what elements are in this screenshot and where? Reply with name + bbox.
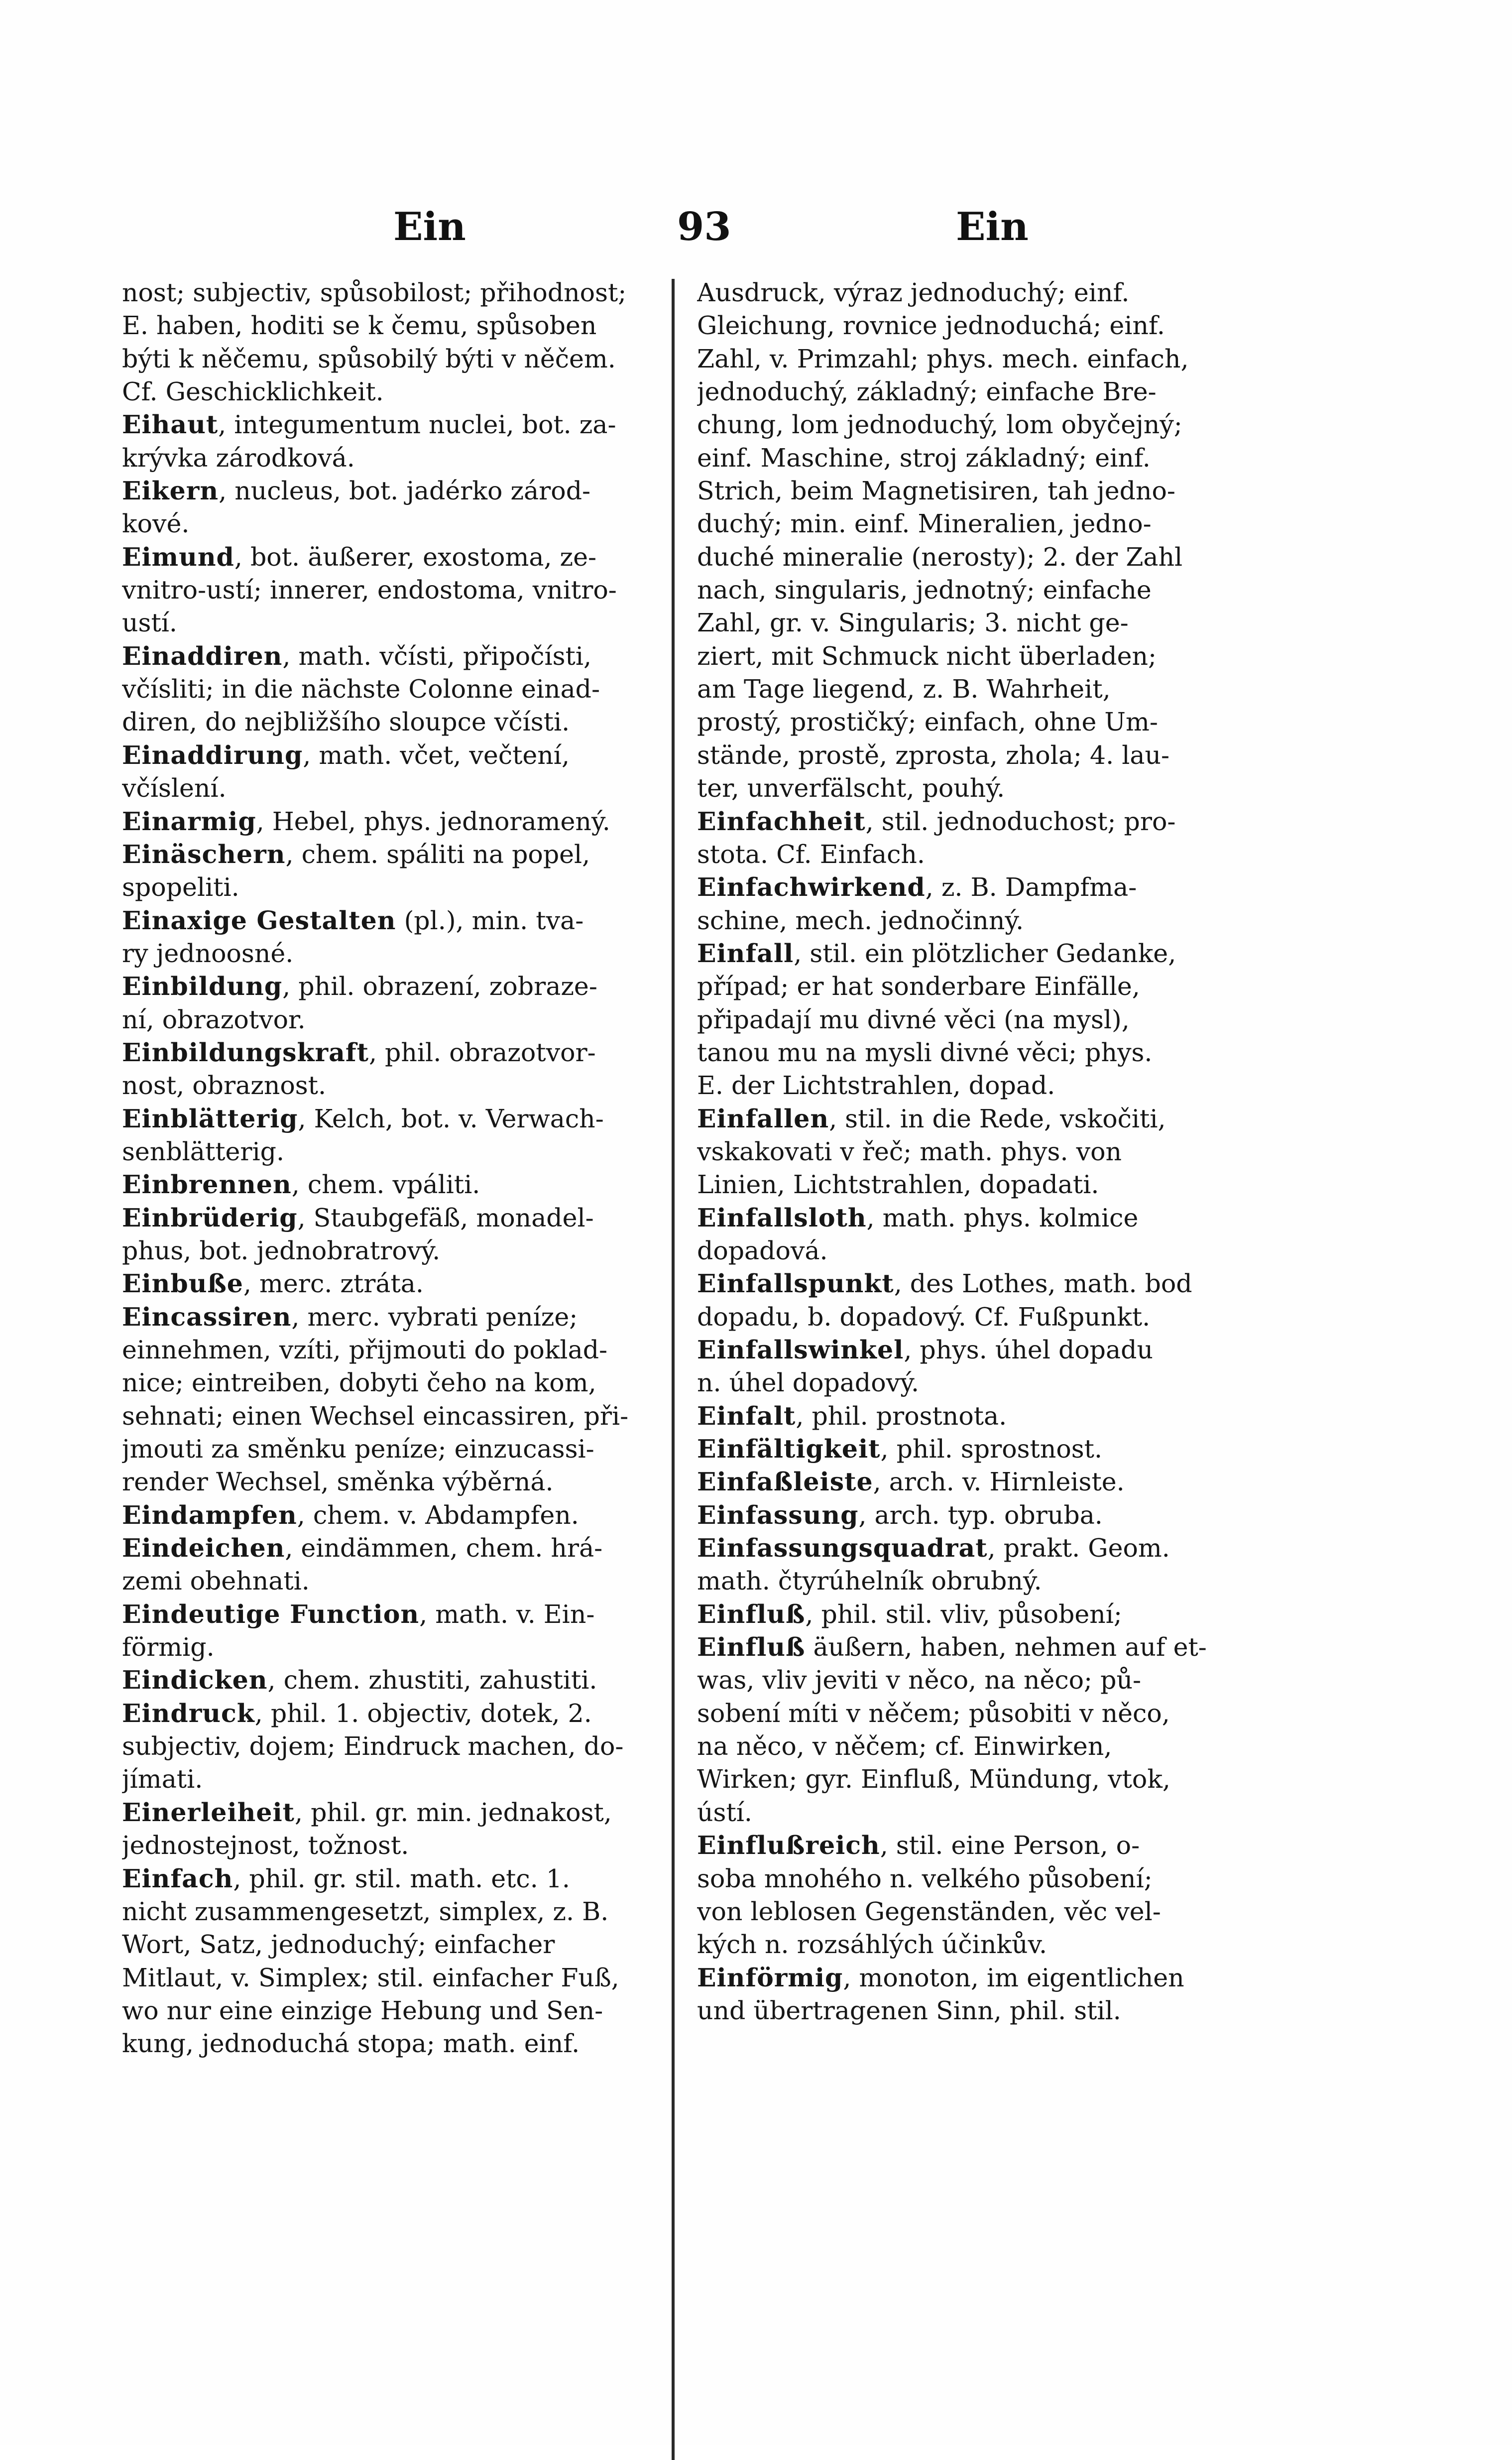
right-column-line: Einfluß, phil. stil. vliv, působení; <box>697 1599 1122 1629</box>
right-column-line: Einfalt, phil. prostnota. <box>697 1401 1007 1431</box>
headword: Einfaßleiste <box>697 1467 873 1497</box>
left-column-line: ustí. <box>122 608 177 638</box>
headword: Eindeutige Function <box>122 1599 420 1629</box>
headword: Einbrüderig <box>122 1203 298 1232</box>
left-column-line: Einerleiheit, phil. gr. min. jednakost, <box>122 1797 612 1827</box>
headword: Einfach <box>122 1863 233 1893</box>
right-column-line: n. úhel dopadový. <box>697 1368 920 1398</box>
left-column-line: včíslení. <box>122 773 227 803</box>
right-column-line: ziert, mit Schmuck nicht überladen; <box>697 641 1157 671</box>
headword: Einfassungsquadrat <box>697 1533 988 1563</box>
right-column-line: Einflußreich, stil. eine Person, o- <box>697 1831 1140 1860</box>
left-column-line: Eihaut, integumentum nuclei, bot. za- <box>122 410 616 440</box>
headword: Einaddiren <box>122 641 283 671</box>
headword: Einfassung <box>697 1500 859 1530</box>
right-column-line: am Tage liegend, z. B. Wahrheit, <box>697 674 1111 704</box>
headword: Einfallswinkel <box>697 1335 904 1364</box>
left-column-line: diren, do nejbližšího sloupce včísti. <box>122 707 570 737</box>
headword: Einbuße <box>122 1269 243 1299</box>
right-column-line: Einfältigkeit, phil. sprostnost. <box>697 1434 1103 1464</box>
left-column-line: senblätterig. <box>122 1136 285 1166</box>
left-column-line: wo nur eine einzige Hebung und Sen- <box>122 1995 603 2025</box>
right-column-line: stände, prostě, zprosta, zhola; 4. lau- <box>697 740 1170 770</box>
left-column-line: Wort, Satz, jednoduchý; einfacher <box>122 1930 555 1960</box>
headword: Einfluß <box>697 1599 806 1629</box>
right-column-line: nach, singularis, jednotný; einfache <box>697 575 1152 605</box>
headword: Einflußreich <box>697 1831 880 1860</box>
left-column-line: Eindeichen, eindämmen, chem. hrá- <box>122 1533 603 1563</box>
left-column-line: Eindruck, phil. 1. objectiv, dotek, 2. <box>122 1698 592 1728</box>
right-column-line: von leblosen Gegenständen, věc vel- <box>697 1896 1161 1926</box>
left-column-line: Eindampfen, chem. v. Abdampfen. <box>122 1500 579 1530</box>
right-column-line: was, vliv jeviti v něco, na něco; pů- <box>697 1665 1142 1695</box>
left-column-line: Einaxige Gestalten (pl.), min. tva- <box>122 905 584 935</box>
left-column-line: Einbildung, phil. obrazení, zobraze- <box>122 972 597 1001</box>
left-column-line: Eikern, nucleus, bot. jadérko zárod- <box>122 476 591 506</box>
left-column-line: ní, obrazotvor. <box>122 1004 306 1034</box>
right-column-line: Strich, beim Magnetisiren, tah jedno- <box>697 476 1175 506</box>
right-column-line: případ; er hat sonderbare Einfälle, <box>697 972 1140 1001</box>
left-column-line: krývka zárodková. <box>122 443 355 473</box>
right-column-line: prostý, prostičký; einfach, ohne Um- <box>697 707 1158 737</box>
headword: Eindruck <box>122 1698 255 1728</box>
left-column-line: jednostejnost, tožnost. <box>122 1831 409 1860</box>
right-column-line: jednoduchý, základný; einfache Bre- <box>697 377 1157 407</box>
right-column-line: und übertragenen Sinn, phil. stil. <box>697 1995 1121 2025</box>
headword: Einaxige Gestalten <box>122 905 396 935</box>
column-divider <box>672 279 675 2460</box>
left-column-line: einnehmen, vzíti, přijmouti do poklad- <box>122 1335 608 1364</box>
right-column-line: Einfassung, arch. typ. obruba. <box>697 1500 1103 1530</box>
right-column-line: kých n. rozsáhlých účinkův. <box>697 1930 1047 1960</box>
left-column-line: Cf. Geschicklichkeit. <box>122 377 384 407</box>
right-column-line: připadají mu divné věci (na mysl), <box>697 1004 1130 1034</box>
left-column-line: vnitro-ustí; innerer, endostoma, vnitro- <box>122 575 617 605</box>
right-column-line: schine, mech. jednočinný. <box>697 905 1024 935</box>
left-column-line: Einfach, phil. gr. stil. math. etc. 1. <box>122 1863 570 1893</box>
left-column-line: nost; subjectiv, spůsobilost; přihodnost; <box>122 278 627 307</box>
right-guide-word: Ein <box>956 204 1029 249</box>
right-column-line: Einfall, stil. ein plötzlicher Gedanke, <box>697 938 1176 968</box>
left-column-line: nice; eintreiben, dobyti čeho na kom, <box>122 1368 596 1398</box>
right-column-line: Einfallspunkt, des Lothes, math. bod <box>697 1269 1192 1299</box>
right-column-line: Gleichung, rovnice jednoduchá; einf. <box>697 311 1165 341</box>
headword: Einfallsloth <box>697 1203 867 1232</box>
left-column-line: sehnati; einen Wechsel eincassiren, při- <box>122 1401 629 1431</box>
headword: Einfallen <box>697 1104 829 1133</box>
right-column-line: Einfallsloth, math. phys. kolmice <box>697 1203 1139 1232</box>
right-column-line: Einfluß äußern, haben, nehmen auf et- <box>697 1632 1207 1662</box>
left-column-line: Eindeutige Function, math. v. Ein- <box>122 1599 595 1629</box>
right-column-line: tanou mu na mysli divné věci; phys. <box>697 1037 1153 1067</box>
headword: Einäschern <box>122 839 286 869</box>
left-column-line: zemi obehnati. <box>122 1566 310 1596</box>
right-column-line: Einförmig, monoton, im eigentlichen <box>697 1963 1184 1992</box>
page-number: 93 <box>677 204 731 249</box>
left-column-line: jmouti za směnku peníze; einzucassi- <box>122 1434 594 1464</box>
right-column <box>697 276 1247 2027</box>
left-column <box>122 276 672 2061</box>
headword: Einfluß <box>697 1632 806 1662</box>
left-column-line: býti k něčemu, spůsobilý býti v něčem. <box>122 344 616 373</box>
headword: Einfachwirkend <box>697 872 926 902</box>
left-column-line: kung, jednoduchá stopa; math. einf. <box>122 2029 580 2059</box>
left-column-line: Mitlaut, v. Simplex; stil. einfacher Fuß, <box>122 1963 619 1992</box>
left-column-line: kové. <box>122 509 190 539</box>
headword: Einblätterig <box>122 1104 298 1133</box>
headword: Eikern <box>122 476 219 506</box>
headword: Einfältigkeit <box>697 1434 881 1464</box>
left-column-line: jímati. <box>122 1764 203 1794</box>
headword: Einarmig <box>122 806 256 836</box>
right-column-line: Einfachwirkend, z. B. Dampfma- <box>697 872 1137 902</box>
left-column-line: Eincassiren, merc. vybrati peníze; <box>122 1302 578 1332</box>
left-guide-word: Ein <box>393 204 466 249</box>
left-column-line: förmig. <box>122 1632 215 1662</box>
right-column-line: duché mineralie (nerosty); 2. der Zahl <box>697 542 1183 572</box>
right-column-line: ter, unverfälscht, pouhý. <box>697 773 1005 803</box>
left-column-line: nicht zusammengesetzt, simplex, z. B. <box>122 1896 609 1926</box>
left-column-line: render Wechsel, směnka výběrná. <box>122 1467 554 1497</box>
left-column-line: Einarmig, Hebel, phys. jednoramený. <box>122 806 610 836</box>
left-column-line: nost, obraznost. <box>122 1071 327 1101</box>
right-column-line: sobení míti v něčem; působiti v něco, <box>697 1698 1170 1728</box>
right-column-line: Einfaßleiste, arch. v. Hirnleiste. <box>697 1467 1125 1497</box>
right-column-line: Einfassungsquadrat, prakt. Geom. <box>697 1533 1170 1563</box>
right-column-line: dopadu, b. dopadový. Cf. Fußpunkt. <box>697 1302 1151 1332</box>
right-column-line: Ausdruck, výraz jednoduchý; einf. <box>697 278 1130 307</box>
right-column-line: soba mnohého n. velkého působení; <box>697 1863 1153 1893</box>
headword: Eindicken <box>122 1665 268 1695</box>
headword: Eihaut <box>122 410 219 440</box>
headword: Einaddirung <box>122 740 303 770</box>
left-column-line: spopeliti. <box>122 872 239 902</box>
right-column-line: Zahl, v. Primzahl; phys. mech. einfach, <box>697 344 1189 373</box>
right-column-line: na něco, v něčem; cf. Einwirken, <box>697 1731 1112 1761</box>
left-column-line: Eimund, bot. äußerer, exostoma, ze- <box>122 542 597 572</box>
headword: Einfalt <box>697 1401 796 1431</box>
right-column-line: E. der Lichtstrahlen, dopad. <box>697 1071 1055 1101</box>
page-header <box>124 204 1399 259</box>
right-column-line: Zahl, gr. v. Singularis; 3. nicht ge- <box>697 608 1129 638</box>
right-column-line: chung, lom jednoduchý, lom obyčejný; <box>697 410 1182 440</box>
left-column-line: phus, bot. jednobratrový. <box>122 1235 441 1265</box>
left-column-line: Einblätterig, Kelch, bot. v. Verwach- <box>122 1104 604 1133</box>
left-column-line: včísliti; in die nächste Colonne einad- <box>122 674 600 704</box>
right-column-line: math. čtyrúhelník obrubný. <box>697 1566 1042 1596</box>
headword: Einbildung <box>122 972 283 1001</box>
left-column-line: ry jednoosné. <box>122 938 294 968</box>
headword: Eindampfen <box>122 1500 297 1530</box>
right-column-line: Einfallen, stil. in die Rede, vskočiti, <box>697 1104 1166 1133</box>
headword: Einbrennen <box>122 1170 292 1200</box>
headword: Einerleiheit <box>122 1797 295 1827</box>
left-column-line: Einbrennen, chem. vpáliti. <box>122 1170 480 1200</box>
left-column-line: Einaddiren, math. včísti, připočísti, <box>122 641 592 671</box>
right-column-line: Linien, Lichtstrahlen, dopadati. <box>697 1170 1099 1200</box>
headword: Einfallspunkt <box>697 1269 894 1299</box>
left-column-line: Einbuße, merc. ztráta. <box>122 1269 424 1299</box>
right-column-line: duchý; min. einf. Mineralien, jedno- <box>697 509 1152 539</box>
right-column-line: Wirken; gyr. Einfluß, Mündung, vtok, <box>697 1764 1170 1794</box>
right-column-line: einf. Maschine, stroj základný; einf. <box>697 443 1151 473</box>
left-column-line: Einäschern, chem. spáliti na popel, <box>122 839 590 869</box>
right-column-line: Einfallswinkel, phys. úhel dopadu <box>697 1335 1153 1364</box>
right-column-line: ústí. <box>697 1797 752 1827</box>
headword: Einfall <box>697 938 794 968</box>
headword: Eindeichen <box>122 1533 285 1563</box>
left-column-line: Einbildungskraft, phil. obrazotvor- <box>122 1037 596 1067</box>
left-column-line: Einaddirung, math. včet, večtení, <box>122 740 570 770</box>
right-column-line: dopadová. <box>697 1235 828 1265</box>
headword: Eimund <box>122 542 234 572</box>
left-column-line: E. haben, hoditi se k čemu, spůsoben <box>122 311 597 341</box>
right-column-line: stota. Cf. Einfach. <box>697 839 925 869</box>
right-column-line: vskakovati v řeč; math. phys. von <box>697 1136 1122 1166</box>
left-column-line: subjectiv, dojem; Eindruck machen, do- <box>122 1731 624 1761</box>
headword: Eincassiren <box>122 1302 292 1332</box>
headword: Einbildungskraft <box>122 1037 369 1067</box>
left-column-line: Eindicken, chem. zhustiti, zahustiti. <box>122 1665 597 1695</box>
headword: Einförmig <box>697 1963 843 1992</box>
left-column-line: Einbrüderig, Staubgefäß, monadel- <box>122 1203 594 1232</box>
headword: Einfachheit <box>697 806 866 836</box>
right-column-line: Einfachheit, stil. jednoduchost; pro- <box>697 806 1176 836</box>
